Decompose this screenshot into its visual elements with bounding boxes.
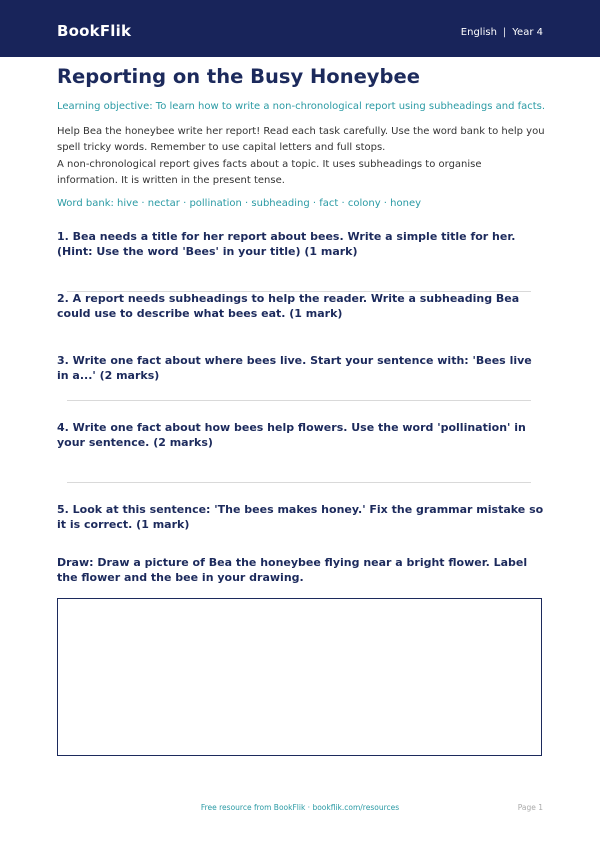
answer-line-3[interactable] — [67, 400, 531, 401]
question-3: 3. Write one fact about where bees live. Start your sentence with: 'Bees live in a...' (2 marks) — [57, 354, 532, 382]
subject-separator: | — [502, 27, 507, 38]
question-1: 1. Bea needs a title for her report about bees. Write a simple title for her. (Hint: Use the word 'Bees' in your title) (1 mark) — [57, 230, 516, 258]
drawing-box[interactable] — [57, 598, 542, 756]
subject-label: English — [460, 27, 497, 38]
question-4: 4. Write one fact about how bees help flowers. Use the word 'pollination' in your sentence. (2 marks) — [57, 421, 526, 449]
answer-line-4[interactable] — [67, 482, 531, 483]
brand-logo[interactable]: BookFlik — [57, 22, 132, 40]
question-5: 5. Look at this sentence: 'The bees makes honey.' Fix the grammar mistake so it is correct. (1 mark) — [57, 503, 544, 531]
page-header — [0, 0, 600, 57]
question-2: 2. A report needs subheadings to help the reader. Write a subheading Bea could use to describe what bees eat. (1 mark) — [57, 292, 520, 320]
explanation-paragraph: A non-chronological report gives facts about a topic. It uses subheadings to organise information. It is written in the present tense. — [57, 159, 482, 186]
word-bank: Word bank: hive · nectar · pollination · subheading · fact · colony · honey — [57, 198, 422, 209]
page-number: Page 1 — [517, 803, 543, 812]
year-label: Year 4 — [512, 27, 543, 38]
intro-paragraph: Help Bea the honeybee write her report! Read each task carefully. Use the word bank to help you spell tricky words. Remember to use capital letters and full stops. — [57, 126, 545, 153]
footer-credit[interactable]: Free resource from BookFlik · bookflik.com/resources — [200, 803, 400, 812]
draw-task: Draw: Draw a picture of Bea the honeybee flying near a bright flower. Label the flower and the bee in your drawing. — [57, 556, 528, 584]
page-title: Reporting on the Busy Honeybee — [57, 65, 420, 88]
subject-year — [461, 27, 543, 38]
learning-objective: Learning objective: To learn how to write a non-chronological report using subheadings and facts. — [57, 101, 546, 112]
